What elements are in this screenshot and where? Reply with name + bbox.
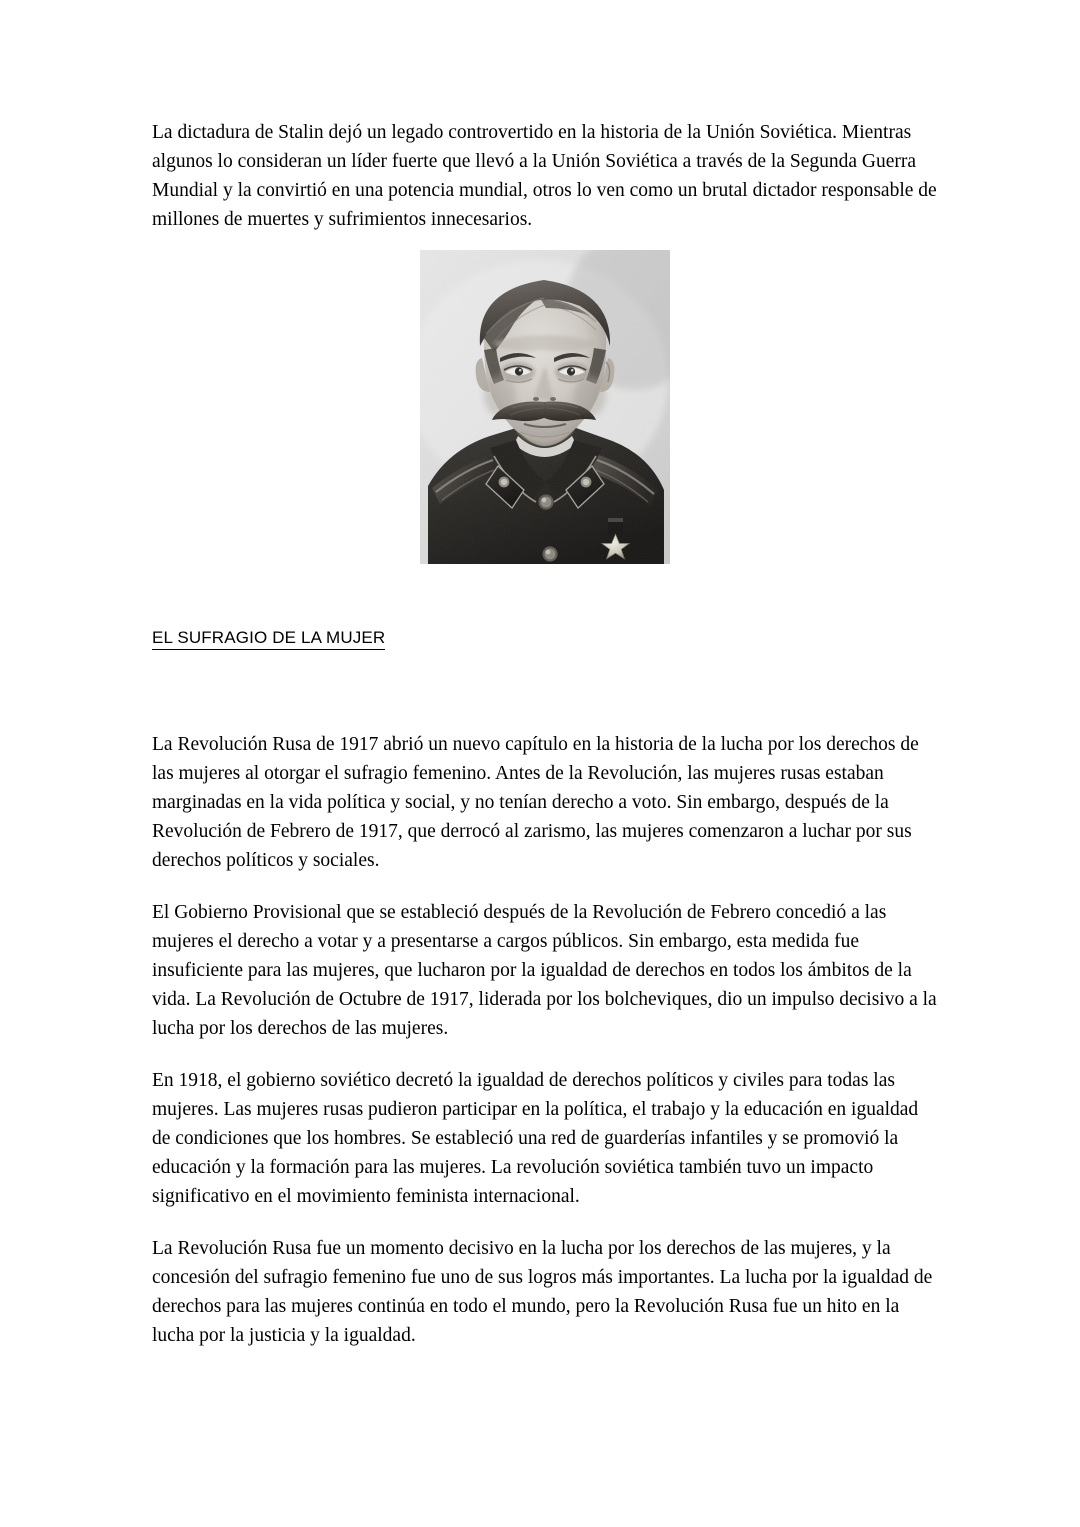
paragraph-suffrage-3: En 1918, el gobierno soviético decretó la igualdad de derechos políticos y civiles para todas las mujeres. Las mujeres rusas pudieron participar en la política, el trabajo y la educación en igualdad de condiciones que los hombres. Se estableció una red de guarderías infantiles y se promovió la educación y la formación para las mujeres. La revolución soviética también tuvo un impacto significativo en el movimiento feminista internacional. [152, 1070, 919, 1207]
heading-block-suffrage [152, 628, 938, 650]
document-body [152, 118, 938, 1374]
figure-stalin-portrait [152, 234, 938, 569]
paragraph-suffrage-2: El Gobierno Provisional que se estableció después de la Revolución de Febrero concedió a las mujeres el derecho a votar y a presentarse a cargos públicos. Sin embargo, esta medida fue insuficiente para las mujeres, que lucharon por la igualdad de derechos en todos los ámbitos de la vida. La Revolución de Octubre de 1917, liderada por los bolcheviques, dio un impulso decisivo a la lucha por los derechos de las mujeres. [152, 902, 937, 1039]
section-heading-suffrage: EL SUFRAGIO DE LA MUJER [152, 628, 385, 650]
stalin-portrait-frame [420, 250, 670, 564]
stalin-portrait-photo-icon [420, 250, 670, 564]
paragraph-suffrage-4: La Revolución Rusa fue un momento decisivo en la lucha por los derechos de las mujeres, y la concesión del sufragio femenino fue uno de sus logros más importantes. La lucha por la igualdad de derechos para las mujeres continúa en todo el mundo, pero la Revolución Rusa fue un hito en la lucha por la justicia y la igualdad. [152, 1238, 933, 1346]
heading-spacer [152, 650, 938, 730]
paragraph-stalin-legacy: La dictadura de Stalin dejó un legado controvertido en la historia de la Unión Soviética. Mientras algunos lo consideran un líder fuerte que llevó a la Unión Soviética a través de la Segunda Guerra Mundial y la convirtió en una potencia mundial, otros lo ven como un brutal dictador responsable de millones de muertes y sufrimientos innecesarios. [152, 122, 937, 230]
paragraph-suffrage-1: La Revolución Rusa de 1917 abrió un nuevo capítulo en la historia de la lucha por los derechos de las mujeres al otorgar el sufragio femenino. Antes de la Revolución, las mujeres rusas estaban marginadas en la vida política y social, y no tenían derecho a voto. Sin embargo, después de la Revolución de Febrero de 1917, que derrocó al zarismo, las mujeres comenzaron a luchar por sus derechos políticos y sociales. [152, 734, 919, 871]
